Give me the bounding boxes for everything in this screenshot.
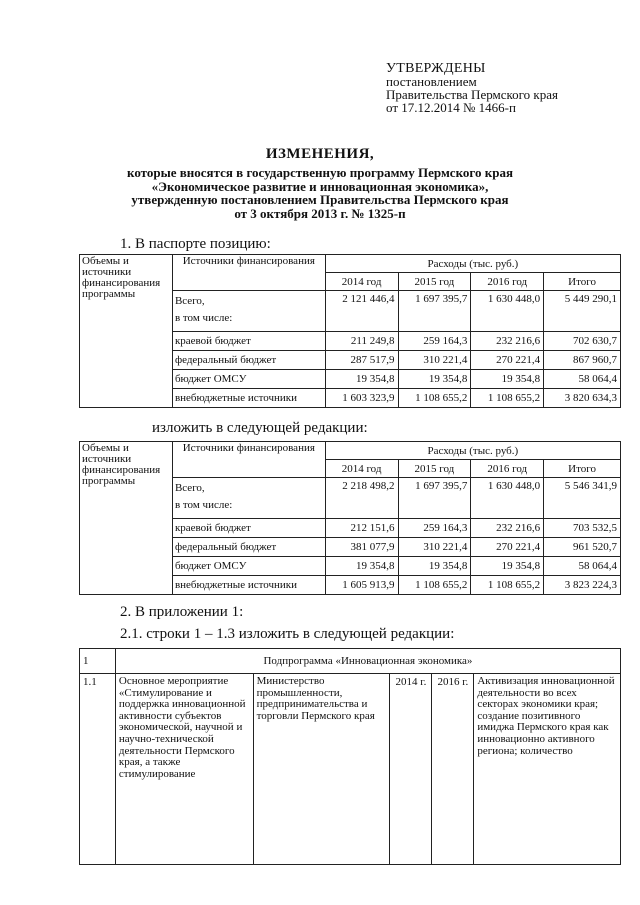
column-header: Расходы (тыс. руб.): [325, 442, 620, 460]
table-cell: 961 520,7: [544, 538, 621, 557]
table-cell: 270 221,4: [471, 538, 544, 557]
table-cell: 5 449 290,1: [544, 291, 621, 332]
column-header: Источники финансирования: [172, 442, 325, 478]
table-cell: 2 218 498,2: [325, 478, 398, 519]
subtitle-line: от 3 октября 2013 г. № 1325-п: [234, 205, 406, 221]
table-cell: 259 164,3: [398, 519, 471, 538]
document-title: ИЗМЕНЕНИЯ,: [265, 146, 375, 162]
table-cell: 3 823 224,3: [544, 576, 621, 595]
row-label: краевой бюджет: [172, 332, 325, 351]
table-cell: 212 151,6: [325, 519, 398, 538]
approval-line: Правительства Пермского края: [386, 87, 558, 102]
approval-line: постановлением: [386, 74, 477, 89]
row-number: 1: [80, 649, 116, 674]
row-label: бюджет ОМСУ: [172, 557, 325, 576]
table-cell: 1 108 655,2: [398, 389, 471, 408]
table-cell: 381 077,9: [325, 538, 398, 557]
appendix-table: [79, 648, 621, 865]
approval-block: [386, 62, 558, 114]
row-label: Всего, в том числе:: [172, 291, 325, 332]
table-row: [80, 674, 621, 865]
table-cell: 58 064,4: [544, 557, 621, 576]
table-cell: 232 216,6: [471, 519, 544, 538]
table-cell: 310 221,4: [398, 538, 471, 557]
table-cell: 1 108 655,2: [398, 576, 471, 595]
section-2-1-text: 2.1. строки 1 – 1.3 изложить в следующей редакции:: [120, 626, 455, 642]
table-cell: 5 546 341,9: [544, 478, 621, 519]
table-cell: 3 820 634,3: [544, 389, 621, 408]
year-header: 2014 год: [325, 460, 398, 478]
table-cell: 287 517,9: [325, 351, 398, 370]
row-label: федеральный бюджет: [172, 351, 325, 370]
table-cell: 58 064,4: [544, 370, 621, 389]
table-row-header: Объемы и источники финансирования программы: [80, 442, 173, 595]
start-year-cell: 2014 г.: [390, 674, 432, 865]
subtitle-line: утвержденную постановлением Правительства Пермского края: [131, 192, 509, 207]
row-label: федеральный бюджет: [172, 538, 325, 557]
table-cell: 1 603 323,9: [325, 389, 398, 408]
subtitle-line: «Экономическое развитие и инновационная экономика»,: [151, 178, 489, 194]
table-cell: 1 605 913,9: [325, 576, 398, 595]
row-label: внебюджетные источники: [172, 576, 325, 595]
year-header: 2016 год: [471, 273, 544, 291]
table-cell: 19 354,8: [325, 370, 398, 389]
table-cell: 1 630 448,0: [471, 478, 544, 519]
table-cell: 2 121 446,4: [325, 291, 398, 332]
table-cell: 232 216,6: [471, 332, 544, 351]
row-label: Всего, в том числе:: [172, 478, 325, 519]
table-cell: 259 164,3: [398, 332, 471, 351]
table-cell: 211 249,8: [325, 332, 398, 351]
table-cell: 310 221,4: [398, 351, 471, 370]
column-header: Источники финансирования: [172, 255, 325, 291]
year-header: 2015 год: [398, 273, 471, 291]
row-label: краевой бюджет: [172, 519, 325, 538]
subtitle-line: которые вносятся в государственную программу Пермского края: [127, 165, 513, 180]
table-cell: 1 108 655,2: [471, 576, 544, 595]
executor-cell: Министерство промышленности, предпринимательства и торговли Пермского края: [253, 674, 390, 865]
table-cell: 19 354,8: [398, 557, 471, 576]
row-label: внебюджетные источники: [172, 389, 325, 408]
table-cell: 703 532,5: [544, 519, 621, 538]
financing-table-old: [79, 254, 621, 408]
column-header: Расходы (тыс. руб.): [325, 255, 620, 273]
table-cell: 702 630,7: [544, 332, 621, 351]
table-cell: 1 697 395,7: [398, 291, 471, 332]
section-1b-text: изложить в следующей редакции:: [152, 420, 368, 436]
year-header: 2015 год: [398, 460, 471, 478]
year-header: Итого: [544, 273, 621, 291]
row-number: 1.1: [80, 674, 116, 865]
table-cell: 270 221,4: [471, 351, 544, 370]
row-label: бюджет ОМСУ: [172, 370, 325, 389]
measure-cell: Основное мероприятие «Стимулирование и поддержка инновационной активности субъектов экономической, научной и научно-технической деятельности Пермского края, а также стимулирование: [115, 674, 253, 865]
table-cell: 19 354,8: [398, 370, 471, 389]
year-header: 2014 год: [325, 273, 398, 291]
table-row: [80, 649, 621, 674]
table-cell: 1 630 448,0: [471, 291, 544, 332]
year-header: Итого: [544, 460, 621, 478]
financing-table-new: [79, 441, 621, 595]
table-cell: 1 697 395,7: [398, 478, 471, 519]
table-cell: 1 108 655,2: [471, 389, 544, 408]
end-year-cell: 2016 г.: [432, 674, 474, 865]
table-row-header: Объемы и источники финансирования программы: [80, 255, 173, 408]
approval-title: УТВЕРЖДЕНЫ: [386, 61, 486, 76]
year-header: 2016 год: [471, 460, 544, 478]
document-subtitle: [0, 166, 640, 220]
approval-line: от 17.12.2014 № 1466-п: [386, 100, 516, 115]
subprogram-title: Подпрограмма «Инновационная экономика»: [115, 649, 620, 674]
section-2-heading: 2. В приложении 1:: [120, 604, 244, 620]
result-cell: Активизация инновационной деятельности во всех секторах экономики края; создание позитивного имиджа Пермского края как инновационно активного региона; количество: [474, 674, 621, 865]
section-1-heading: 1. В паспорте позицию:: [120, 236, 271, 252]
table-cell: 19 354,8: [471, 370, 544, 389]
table-cell: 19 354,8: [325, 557, 398, 576]
table-cell: 19 354,8: [471, 557, 544, 576]
table-cell: 867 960,7: [544, 351, 621, 370]
